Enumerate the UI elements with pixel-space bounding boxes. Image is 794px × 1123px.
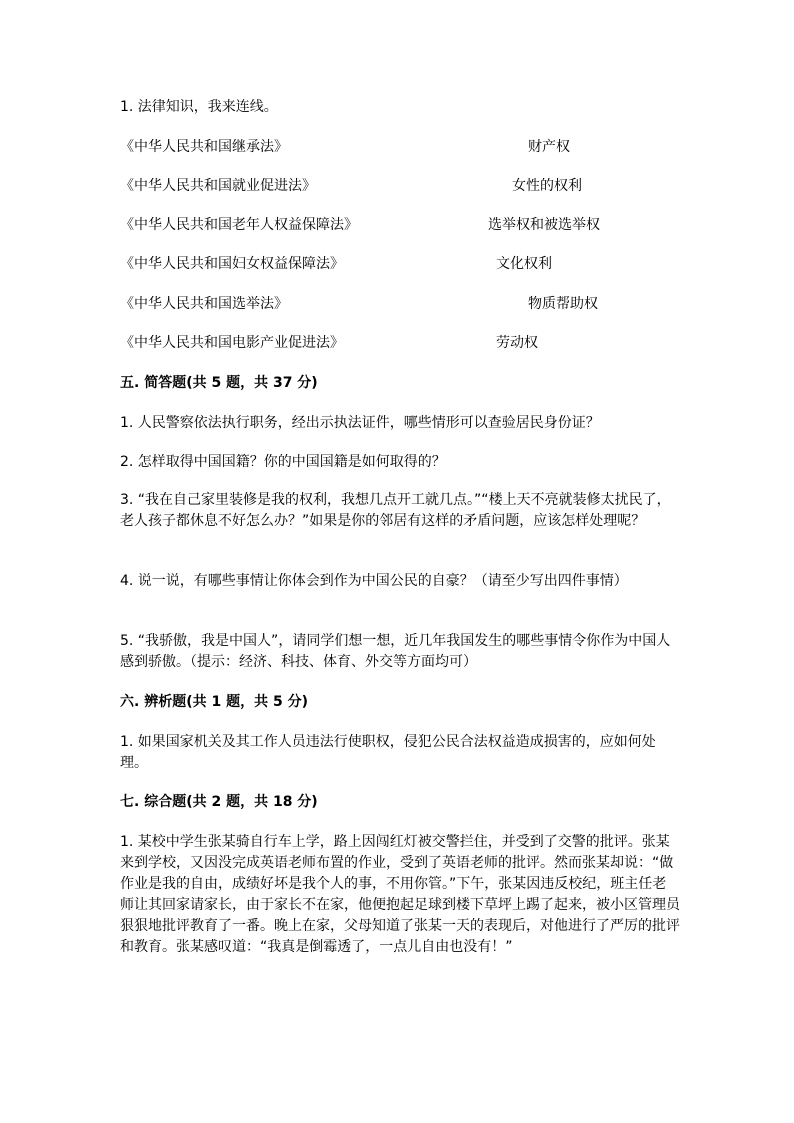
section5-heading: 五. 简答题(共 5 题，共 37 分) <box>120 375 318 391</box>
section7-heading: 七. 综合题(共 2 题，共 18 分) <box>120 794 318 810</box>
section7-question-1: 1. 某校中学生张某骑自行车上学，路上因闯红灯被交警拦住，并受到了交警的批评。张某来到学校，又因没完成英语老师布置的作业，受到了英语老师的批评。然而张某却说：“做作业是我的自由，成绩好坏是我个人的事，不用你管。”下午，张某因违反校纪，班主任老师让其回家请家长，由于家长不在家，他便抱起足球到楼下草坪上踢了起来，被小区管理员狠狠地批评教育了一番。晚上在家，父母知道了张某一天的表现后，对他进行了严厉的批评和教育。张某感叹道：“我真是倒霉透了，一点儿自由也没有！” <box>120 834 680 955</box>
section5-question-1: 1. 人民警察依法执行职务，经出示执法证件，哪些情形可以查验居民身份证？ <box>120 415 600 431</box>
matching-right-4: 文化权利 <box>496 256 552 272</box>
matching-left-2: 《中华人民共和国就业促进法》 <box>120 178 316 194</box>
matching-right-1: 财产权 <box>528 139 570 155</box>
matching-left-1: 《中华人民共和国继承法》 <box>120 139 288 155</box>
section6-question-1: 1. 如果国家机关及其工作人员违法行使职权，侵犯公民合法权益造成损害的，应如何处理。 <box>120 734 656 771</box>
section5-question-5: 5. “我骄傲，我是中国人”，请同学们想一想，近几年我国发生的哪些事情令你作为中国人感到骄傲。（提示：经济、科技、体育、外交等方面均可） <box>120 633 671 670</box>
matching-right-5: 物质帮助权 <box>528 296 598 312</box>
matching-right-2: 女性的权利 <box>512 178 582 194</box>
section5-question-3: 3. “我在自己家里装修是我的权利，我想几点开工就几点。”“楼上天不亮就装修太扰民了，老人孩子都休息不好怎么办？”如果是你的邻居有这样的矛盾问题，应该怎样处理呢？ <box>120 492 671 529</box>
matching-left-4: 《中华人民共和国妇女权益保障法》 <box>120 256 344 272</box>
matching-left-5: 《中华人民共和国选举法》 <box>120 296 288 312</box>
section5-question-2: 2. 怎样取得中国国籍？你的中国国籍是如何取得的？ <box>120 454 446 470</box>
matching-left-6: 《中华人民共和国电影产业促进法》 <box>120 335 344 351</box>
matching-right-3: 选举权和被选举权 <box>488 217 600 233</box>
section6-heading: 六. 辨析题(共 1 题，共 5 分) <box>120 694 308 710</box>
matching-prompt: 1. 法律知识，我来连线。 <box>120 99 278 115</box>
section5-question-4: 4. 说一说，有哪些事情让你体会到作为中国公民的自豪？（请至少写出四件事情） <box>120 573 628 589</box>
matching-right-6: 劳动权 <box>496 335 538 351</box>
matching-left-3: 《中华人民共和国老年人权益保障法》 <box>120 217 358 233</box>
